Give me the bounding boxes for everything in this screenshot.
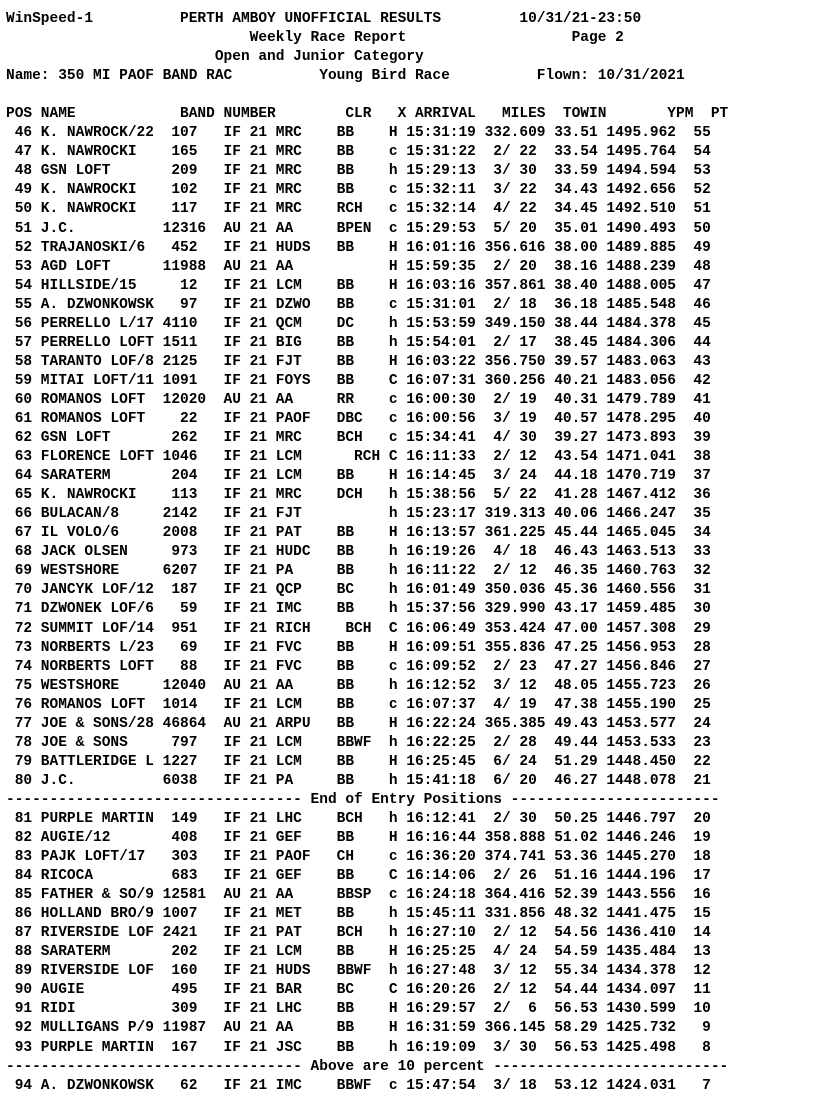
result-row: 66 BULACAN/8 2142 IF 21 FJT h 15:23:17 319.313 40.06 1466.247 35 bbox=[6, 506, 711, 523]
result-row: 58 TARANTO LOF/8 2125 IF 21 FJT BB H 16:03:22 356.750 39.57 1483.063 43 bbox=[6, 353, 711, 370]
header-spacer bbox=[6, 86, 835, 105]
header-category: Open and Junior Category bbox=[6, 49, 424, 66]
result-row: 94 A. DZWONKOWSK 62 IF 21 IMC BBWF c 15:47:54 3/ 18 53.12 1424.031 7 bbox=[6, 1077, 711, 1094]
result-row: 61 ROMANOS LOFT 22 IF 21 PAOF DBC c 16:00:56 3/ 19 40.57 1478.295 40 bbox=[6, 410, 711, 427]
header-race-info: Name: 350 MI PAOF BAND RAC Young Bird Race Flown: 10/31/2021 bbox=[6, 68, 685, 85]
divider-end-of-entry: ---------------------------------- End of Entry Positions ------------------------ bbox=[6, 791, 720, 808]
result-row: 70 JANCYK LOF/12 187 IF 21 QCP BC h 16:01:49 350.036 45.36 1460.556 31 bbox=[6, 582, 711, 599]
header-software-line: WinSpeed-1 PERTH AMBOY UNOFFICIAL RESULTS 10/31/21-23:50 bbox=[6, 11, 642, 27]
result-row: 55 A. DZWONKOWSK 97 IF 21 DZWO BB c 15:31:01 2/ 18 36.18 1485.548 46 bbox=[6, 296, 711, 313]
result-row: 84 RICOCA 683 IF 21 GEF BB C 16:14:06 2/ 26 51.16 1444.196 17 bbox=[6, 868, 711, 885]
result-row: 74 NORBERTS LOFT 88 IF 21 FVC BB c 16:09:52 2/ 23 47.27 1456.846 27 bbox=[6, 658, 711, 675]
result-row: 50 K. NAWROCKI 117 IF 21 MRC RCH c 15:32:14 4/ 22 34.45 1492.510 51 bbox=[6, 201, 711, 218]
result-row: 85 FATHER & SO/9 12581 AU 21 AA BBSP c 16:24:18 364.416 52.39 1443.556 16 bbox=[6, 887, 711, 904]
result-row: 81 PURPLE MARTIN 149 IF 21 LHC BCH h 16:12:41 2/ 30 50.25 1446.797 20 bbox=[6, 810, 711, 827]
result-row: 91 RIDI 309 IF 21 LHC BB H 16:29:57 2/ 6 56.53 1430.599 10 bbox=[6, 1001, 711, 1018]
result-row: 62 GSN LOFT 262 IF 21 MRC BCH c 15:34:41 4/ 30 39.27 1473.893 39 bbox=[6, 430, 711, 447]
result-row: 93 PURPLE MARTIN 167 IF 21 JSC BB h 16:19:09 3/ 30 56.53 1425.498 8 bbox=[6, 1039, 711, 1056]
header-report-title: Weekly Race Report Page 2 bbox=[6, 30, 624, 47]
result-row: 79 BATTLERIDGE L 1227 IF 21 LCM BB H 16:25:45 6/ 24 51.29 1448.450 22 bbox=[6, 753, 711, 770]
result-row: 90 AUGIE 495 IF 21 BAR BC C 16:20:26 2/ 12 54.44 1434.097 11 bbox=[6, 982, 711, 999]
result-row: 89 RIVERSIDE LOF 160 IF 21 HUDS BBWF h 16:27:48 3/ 12 55.34 1434.378 12 bbox=[6, 963, 711, 980]
result-row: 77 JOE & SONS/28 46864 AU 21 ARPU BB H 16:22:24 365.385 49.43 1453.577 24 bbox=[6, 715, 711, 732]
result-row: 49 K. NAWROCKI 102 IF 21 MRC BB c 15:32:11 3/ 22 34.43 1492.656 52 bbox=[6, 182, 711, 199]
result-row: 69 WESTSHORE 6207 IF 21 PA BB h 16:11:22 2/ 12 46.35 1460.763 32 bbox=[6, 563, 711, 580]
result-row: 56 PERRELLO L/17 4110 IF 21 QCM DC h 15:53:59 349.150 38.44 1484.378 45 bbox=[6, 315, 711, 332]
result-row: 57 PERRELLO LOFT 1511 IF 21 BIG BB h 15:54:01 2/ 17 38.45 1484.306 44 bbox=[6, 334, 711, 351]
result-row: 47 K. NAWROCKI 165 IF 21 MRC BB c 15:31:22 2/ 22 33.54 1495.764 54 bbox=[6, 144, 711, 161]
result-row: 68 JACK OLSEN 973 IF 21 HUDC BB h 16:19:26 4/ 18 46.43 1463.513 33 bbox=[6, 544, 711, 561]
divider-ten-percent: ---------------------------------- Above are 10 percent --------------------------- bbox=[6, 1058, 729, 1075]
result-row: 64 SARATERM 204 IF 21 LCM BB H 16:14:45 3/ 24 44.18 1470.719 37 bbox=[6, 468, 711, 485]
result-row: 76 ROMANOS LOFT 1014 IF 21 LCM BB c 16:07:37 4/ 19 47.38 1455.190 25 bbox=[6, 696, 711, 713]
result-row: 65 K. NAWROCKI 113 IF 21 MRC DCH h 15:38:56 5/ 22 41.28 1467.412 36 bbox=[6, 487, 711, 504]
result-row: 60 ROMANOS LOFT 12020 AU 21 AA RR c 16:00:30 2/ 19 40.31 1479.789 41 bbox=[6, 391, 711, 408]
result-row: 78 JOE & SONS 797 IF 21 LCM BBWF h 16:22:25 2/ 28 49.44 1453.533 23 bbox=[6, 734, 711, 751]
result-row: 51 J.C. 12316 AU 21 AA BPEN c 15:29:53 5/ 20 35.01 1490.493 50 bbox=[6, 220, 711, 237]
result-row: 46 K. NAWROCK/22 107 IF 21 MRC BB H 15:31:19 332.609 33.51 1495.962 55 bbox=[6, 125, 711, 142]
result-row: 88 SARATERM 202 IF 21 LCM BB H 16:25:25 4/ 24 54.59 1435.484 13 bbox=[6, 944, 711, 961]
result-row: 48 GSN LOFT 209 IF 21 MRC BB h 15:29:13 3/ 30 33.59 1494.594 53 bbox=[6, 163, 711, 180]
result-row: 63 FLORENCE LOFT 1046 IF 21 LCM RCH C 16:11:33 2/ 12 43.54 1471.041 38 bbox=[6, 449, 711, 466]
result-row: 92 MULLIGANS P/9 11987 AU 21 AA BB H 16:31:59 366.145 58.29 1425.732 9 bbox=[6, 1020, 711, 1037]
result-row: 87 RIVERSIDE LOF 2421 IF 21 PAT BCH h 16:27:10 2/ 12 54.56 1436.410 14 bbox=[6, 925, 711, 942]
result-row: 83 PAJK LOFT/17 303 IF 21 PAOF CH c 16:36:20 374.741 53.36 1445.270 18 bbox=[6, 849, 711, 866]
result-row: 54 HILLSIDE/15 12 IF 21 LCM BB H 16:03:16 357.861 38.40 1488.005 47 bbox=[6, 277, 711, 294]
result-row: 75 WESTSHORE 12040 AU 21 AA BB h 16:12:52 3/ 12 48.05 1455.723 26 bbox=[6, 677, 711, 694]
result-row: 86 HOLLAND BRO/9 1007 IF 21 MET BB h 15:45:11 331.856 48.32 1441.475 15 bbox=[6, 906, 711, 923]
result-row: 80 J.C. 6038 IF 21 PA BB h 15:41:18 6/ 20 46.27 1448.078 21 bbox=[6, 772, 711, 789]
result-row: 71 DZWONEK LOF/6 59 IF 21 IMC BB h 15:37:56 329.990 43.17 1459.485 30 bbox=[6, 601, 711, 618]
result-row: 53 AGD LOFT 11988 AU 21 AA H 15:59:35 2/ 20 38.16 1488.239 48 bbox=[6, 258, 711, 275]
result-row: 52 TRAJANOSKI/6 452 IF 21 HUDS BB H 16:01:16 356.616 38.00 1489.885 49 bbox=[6, 239, 711, 256]
result-row: 82 AUGIE/12 408 IF 21 GEF BB H 16:16:44 358.888 51.02 1446.246 19 bbox=[6, 830, 711, 847]
result-row: 59 MITAI LOFT/11 1091 IF 21 FOYS BB C 16:07:31 360.256 40.21 1483.056 42 bbox=[6, 372, 711, 389]
result-row: 73 NORBERTS L/23 69 IF 21 FVC BB H 16:09:51 355.836 47.25 1456.953 28 bbox=[6, 639, 711, 656]
result-row: 72 SUMMIT LOF/14 951 IF 21 RICH BCH C 16:06:49 353.424 47.00 1457.308 29 bbox=[6, 620, 711, 637]
column-headers: POS NAME BAND NUMBER CLR X ARRIVAL MILES TOWIN YPM PT bbox=[6, 106, 729, 123]
result-row: 67 IL VOLO/6 2008 IF 21 PAT BB H 16:13:57 361.225 45.44 1465.045 34 bbox=[6, 525, 711, 542]
